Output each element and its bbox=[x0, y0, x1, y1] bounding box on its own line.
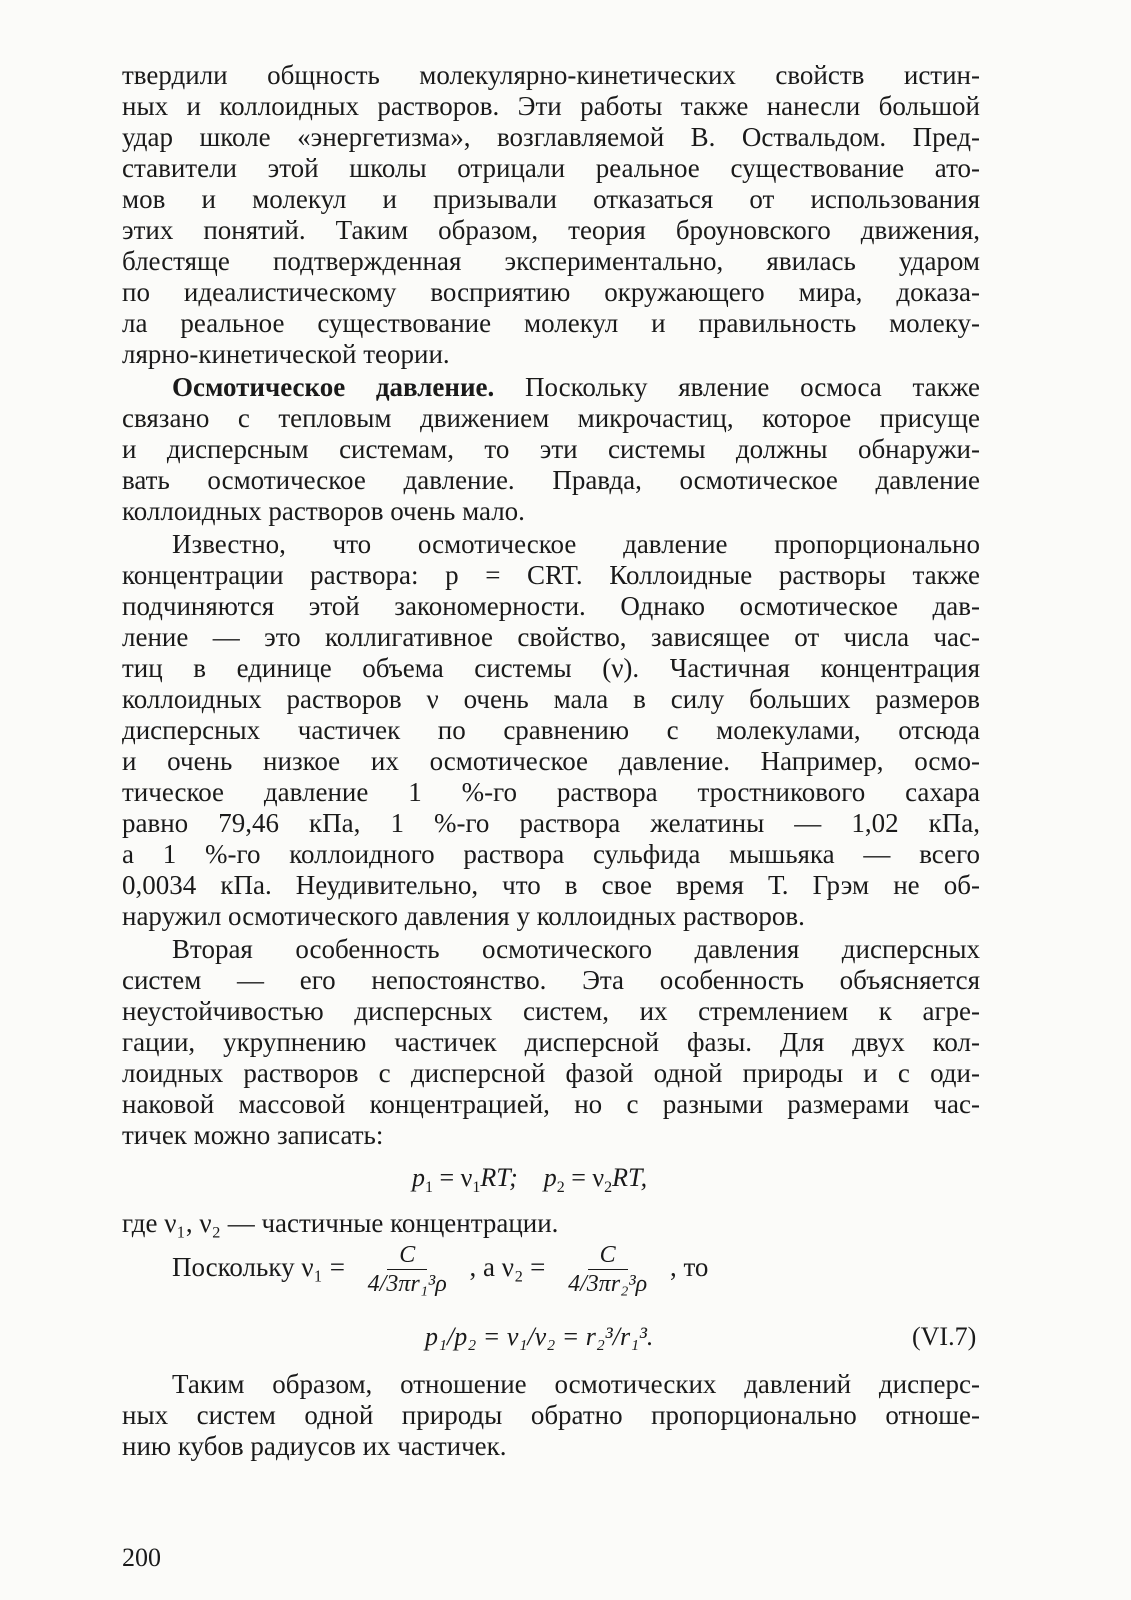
text-line: удар школе «энергетизма», возглавляемой В. Оствальдом. Пред- bbox=[122, 122, 980, 152]
text-span: Поскольку явление осмоса также bbox=[524, 372, 981, 402]
text-line: гации, укрупнению частичек дисперсной фазы. Для двух кол- bbox=[122, 1027, 980, 1057]
text-line: Вторая особенность осмотического давления дисперсных bbox=[172, 934, 980, 964]
text-line: систем — его непостоянство. Эта особенность объясняется bbox=[122, 965, 980, 995]
text-line: вать осмотическое давление. Правда, осмотическое давление bbox=[122, 465, 980, 495]
text-line: твердили общность молекулярно-кинетических свойств истин- bbox=[122, 60, 980, 90]
text-line: дисперсных частичек по сравнению с молекулами, отсюда bbox=[122, 715, 980, 745]
equation-2: Поскольку ν₁ = $\frac{C}{\text{4/3πr₁³ρ}}$ , а ν₂ = $\frac{C}{\text{4/3πr₂³ρ}}$ , то bbox=[172, 1242, 709, 1298]
text-line: концентрации раствора: p = CRT. Коллоидные растворы также bbox=[122, 560, 980, 590]
text-line: ление — это коллигативное свойство, зависящее от числа час- bbox=[122, 622, 980, 652]
text-line: блестяще подтвержденная экспериментально, явилась ударом bbox=[122, 246, 980, 276]
text-line: по идеалистическому восприятию окружающего мира, доказа- bbox=[122, 277, 980, 307]
text-line: связано с тепловым движением микрочастиц, которое присуще bbox=[122, 403, 980, 433]
text-line: а 1 %-го коллоидного раствора сульфида мышьяка — всего bbox=[122, 839, 980, 869]
text-line: неустойчивостью дисперсных систем, их стремлением к агре- bbox=[122, 996, 980, 1026]
text-line: Таким образом, отношение осмотических давлений дисперс- bbox=[172, 1369, 980, 1399]
fraction: $\frac{C}{\text{4/3πr₂³ρ}}$ bbox=[568, 1242, 648, 1298]
text-line: ставители этой школы отрицали реальное существование ато- bbox=[122, 153, 980, 183]
equation-1: $p_1 = \nu_1RT$; $p_2 = \nu_2RT$, bbox=[412, 1163, 648, 1197]
text-line: нию кубов радиусов их частичек. bbox=[122, 1431, 507, 1461]
equation-label: (VI.7) bbox=[912, 1322, 977, 1351]
text-line: подчиняются этой закономерности. Однако осмотическое дав- bbox=[122, 591, 980, 621]
where-line: где ν₁, ν₂ — частичные концентрации. bbox=[122, 1208, 559, 1238]
text-line: этих понятий. Таким образом, теория броуновского движения, bbox=[122, 215, 980, 245]
page-number: 200 bbox=[122, 1543, 161, 1572]
text-line: коллоидных растворов очень мало. bbox=[122, 496, 525, 526]
text-line: тичек можно записать: bbox=[122, 1120, 384, 1150]
text-line: мов и молекул и призывали отказаться от использования bbox=[122, 184, 980, 214]
text-line: наковой массовой концентрацией, но с разными размерами час- bbox=[122, 1089, 980, 1119]
text-line: тиц в единице объема системы (ν). Частичная концентрация bbox=[122, 653, 980, 683]
text-line: Известно, что осмотическое давление пропорционально bbox=[172, 529, 980, 559]
text-line: ла реальное существование молекул и правильность молеку- bbox=[122, 308, 980, 338]
text-line: тическое давление 1 %-го раствора тростникового сахара bbox=[122, 777, 980, 807]
text-line: и очень низкое их осмотическое давление. Например, осмо- bbox=[122, 746, 980, 776]
text-line: ных систем одной природы обратно пропорционально отноше- bbox=[122, 1400, 980, 1430]
text-line: ных и коллоидных растворов. Эти работы также нанесли большой bbox=[122, 91, 980, 121]
text-line: 0,0034 кПа. Неудивительно, что в свое время Т. Грэм не об- bbox=[122, 870, 980, 900]
text-line: равно 79,46 кПа, 1 %-го раствора желатины — 1,02 кПа, bbox=[122, 808, 980, 838]
text-line: коллоидных растворов ν очень мала в силу больших размеров bbox=[122, 684, 980, 714]
text-line: и дисперсным системам, то эти системы должны обнаружи- bbox=[122, 434, 980, 464]
section-heading: Осмотическое давление. bbox=[172, 372, 495, 402]
fraction: $\frac{C}{\text{4/3πr₁³ρ}}$ bbox=[367, 1242, 447, 1298]
section-heading-line bbox=[172, 370, 980, 404]
text-line: лярно-кинетической теории. bbox=[122, 339, 450, 369]
text-line: лоидных растворов с дисперсной фазой одной природы и с оди- bbox=[122, 1058, 980, 1088]
text-line: наружил осмотического давления у коллоидных растворов. bbox=[122, 901, 805, 931]
equation-3: p₁/p₂ = ν₁/ν₂ = r₂³/r₁³. bbox=[425, 1322, 654, 1351]
